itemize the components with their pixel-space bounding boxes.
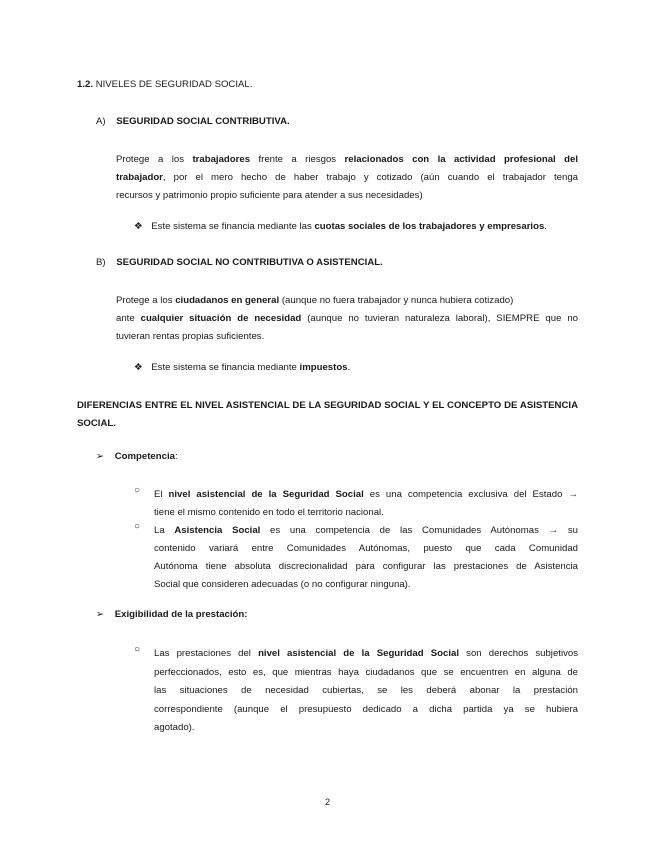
circle-bullet-icon: ○ — [134, 485, 141, 496]
diamond-bullet-icon: ❖ — [134, 221, 143, 232]
bullet-contributiva: ❖ Este sistema se financia mediante las cuotas sociales de los trabajadores y empresarios. — [134, 221, 547, 232]
differences-heading: DIFERENCIAS ENTRE EL NIVEL ASISTENCIAL DE LA SEGURIDAD SOCIAL Y EL CONCEPTO DE ASISTENCIA SOCIAL. — [77, 400, 578, 429]
competencia-item-1: El nivel asistencial de la Seguridad Social es una competencia exclusiva del Estado → tiene el mismo contenido en todo el territorio nacional. — [154, 489, 579, 518]
circle-bullet-icon: ○ — [134, 521, 141, 532]
heading-a — [96, 116, 556, 128]
heading-title: SEGURIDAD SOCIAL CONTRIBUTIVA. — [116, 116, 290, 127]
exigibilidad-item-1: Las prestaciones del nivel asistencial de la Seguridad Social son derechos subjetivos perfeccionados, esto es, que mientras haya ciudadanos que se encuentren en alguna de las situaciones de necesidad cubiertas, se les deberá abonar la prestación correspondiente (aunque el presupuesto dedicado a dicha partida ya se hubiera agotado). — [154, 648, 579, 733]
page-number: 2 — [324, 797, 330, 807]
bullet-no-contributiva: ❖ Este sistema se financia mediante impuestos. — [134, 362, 351, 373]
heading-letter: A) — [96, 116, 106, 127]
paragraph-contributiva: Protege a los trabajadores frente a riesgos relacionados con la actividad profesional del trabajador, por el mero hecho de haber trabajo y cotizado (aún cuando el trabajador tenga recursos y patrimonio propio suficiente para atender a sus necesidades) — [116, 154, 578, 201]
circle-bullet-icon: ○ — [134, 644, 141, 655]
arrow-bullet-icon: ➢ — [96, 451, 105, 462]
heading-title: SEGURIDAD SOCIAL NO CONTRIBUTIVA O ASISTENCIAL. — [116, 257, 383, 268]
section-title: 1.2. NIVELES DE SEGURIDAD SOCIAL. — [77, 79, 253, 90]
competencia-item-2: La Asistencia Social es una competencia de las Comunidades Autónomas → su contenido variará entre Comunidades Autónomas, puesto que cada Comunidad Autónoma tiene absoluta discrecionalidad para configurar las prestaciones de Asistencia Social que consideren adecuadas (o no configurar ninguna). — [154, 525, 578, 590]
heading-b — [96, 257, 576, 269]
section-number: 1.2. — [77, 79, 94, 90]
competencia-heading: ➢ Competencia: — [96, 451, 178, 462]
exigibilidad-heading: ➢ Exigibilidad de la prestación: — [96, 609, 248, 620]
diamond-bullet-icon: ❖ — [134, 362, 143, 373]
section-title-text: NIVELES DE SEGURIDAD SOCIAL — [95, 79, 250, 90]
heading-letter: B) — [96, 257, 106, 268]
paragraph-no-contributiva: Protege a los ciudadanos en general (aunque no fuera trabajador y nunca hubiera cotizado) ante cualquier situación de necesidad (aunque no tuvieran naturaleza laboral), SIEMPRE que no tuvieran rentas propias suficientes. — [116, 295, 579, 342]
arrow-bullet-icon: ➢ — [96, 609, 105, 620]
